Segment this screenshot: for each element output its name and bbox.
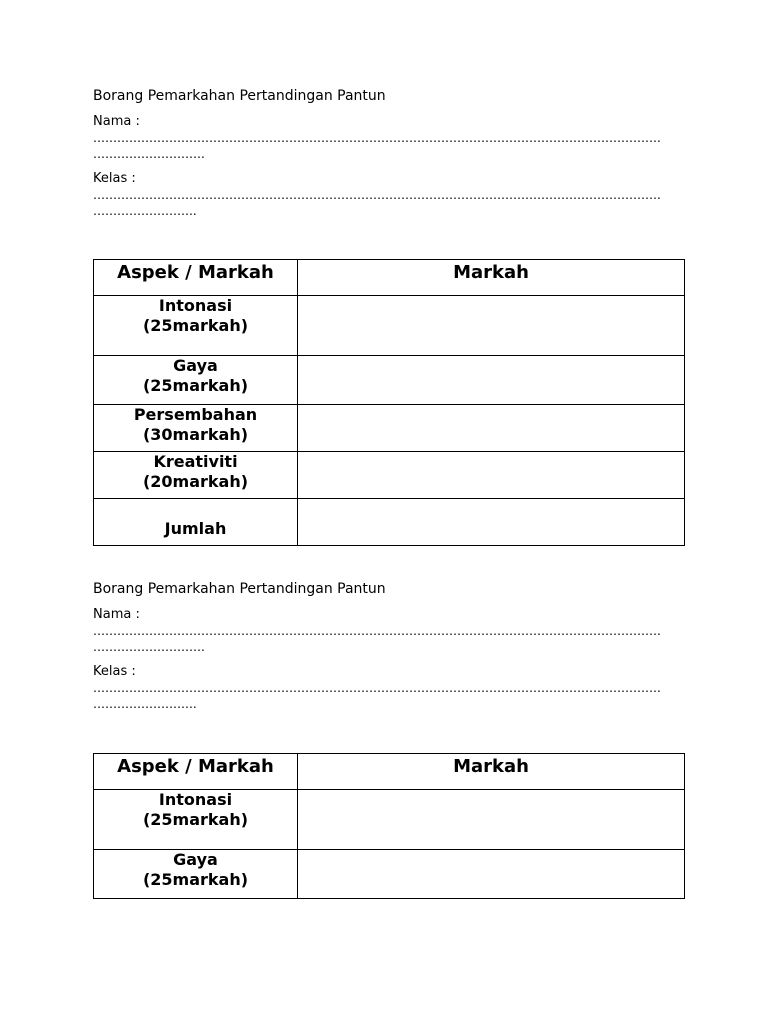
score-cell[interactable] — [298, 452, 685, 499]
score-cell[interactable] — [298, 790, 685, 850]
nama-dotted-line-cont: ………………………. — [93, 147, 205, 161]
aspect-name: Gaya — [173, 850, 218, 869]
aspect-cell — [94, 405, 298, 452]
table-row — [94, 452, 685, 499]
form-header-2 — [93, 580, 693, 712]
nama-dotted-line: ……………………………………………………………………………………………………………………………. — [93, 131, 661, 145]
table-row — [94, 356, 685, 405]
aspect-name: Kreativiti — [153, 452, 238, 471]
aspect-name: Intonasi — [158, 296, 233, 315]
aspect-cell — [94, 790, 298, 850]
table-row-total — [94, 499, 685, 546]
aspect-cell — [94, 356, 298, 405]
form-header-1 — [93, 87, 693, 219]
aspect-cell — [94, 296, 298, 356]
kelas-label: Kelas : — [93, 171, 136, 186]
table-header-row — [94, 754, 685, 790]
aspect-max: (20markah) — [142, 472, 249, 491]
aspect-name: Persembahan — [133, 405, 258, 424]
kelas-dotted-line-cont: …………………….. — [93, 697, 197, 711]
table-row — [94, 850, 685, 899]
header-aspect: Aspek / Markah — [94, 754, 298, 790]
header-score: Markah — [298, 754, 685, 790]
aspect-max: (25markah) — [142, 870, 249, 889]
score-cell[interactable] — [298, 296, 685, 356]
aspect-max: (30markah) — [142, 425, 249, 444]
table-row — [94, 790, 685, 850]
nama-label: Nama : — [93, 607, 140, 622]
kelas-label: Kelas : — [93, 664, 136, 679]
kelas-dotted-line-cont: …………………….. — [93, 204, 197, 218]
header-score: Markah — [298, 260, 685, 296]
kelas-dotted-line: ……………………………………………………………………………………………………………………………. — [93, 188, 661, 202]
aspect-name: Gaya — [173, 356, 218, 375]
aspect-max: (25markah) — [142, 376, 249, 395]
score-cell[interactable] — [298, 356, 685, 405]
table-row — [94, 296, 685, 356]
table-header-row — [94, 260, 685, 296]
aspect-max: (25markah) — [142, 316, 249, 335]
nama-dotted-line-cont: ………………………. — [93, 640, 205, 654]
form-title: Borang Pemarkahan Pertandingan Pantun — [93, 581, 386, 597]
aspect-max: (25markah) — [142, 810, 249, 829]
score-table-2 — [93, 753, 685, 899]
score-cell[interactable] — [298, 405, 685, 452]
aspect-cell — [94, 850, 298, 899]
total-label: Jumlah — [164, 519, 227, 538]
aspect-name: Intonasi — [158, 790, 233, 809]
header-aspect: Aspek / Markah — [94, 260, 298, 296]
total-cell — [94, 499, 298, 546]
score-cell[interactable] — [298, 499, 685, 546]
score-table-1 — [93, 259, 685, 546]
aspect-cell — [94, 452, 298, 499]
score-cell[interactable] — [298, 850, 685, 899]
form-title: Borang Pemarkahan Pertandingan Pantun — [93, 88, 386, 104]
table-row — [94, 405, 685, 452]
nama-dotted-line: ……………………………………………………………………………………………………………………………. — [93, 624, 661, 638]
kelas-dotted-line: ……………………………………………………………………………………………………………………………. — [93, 681, 661, 695]
nama-label: Nama : — [93, 114, 140, 129]
